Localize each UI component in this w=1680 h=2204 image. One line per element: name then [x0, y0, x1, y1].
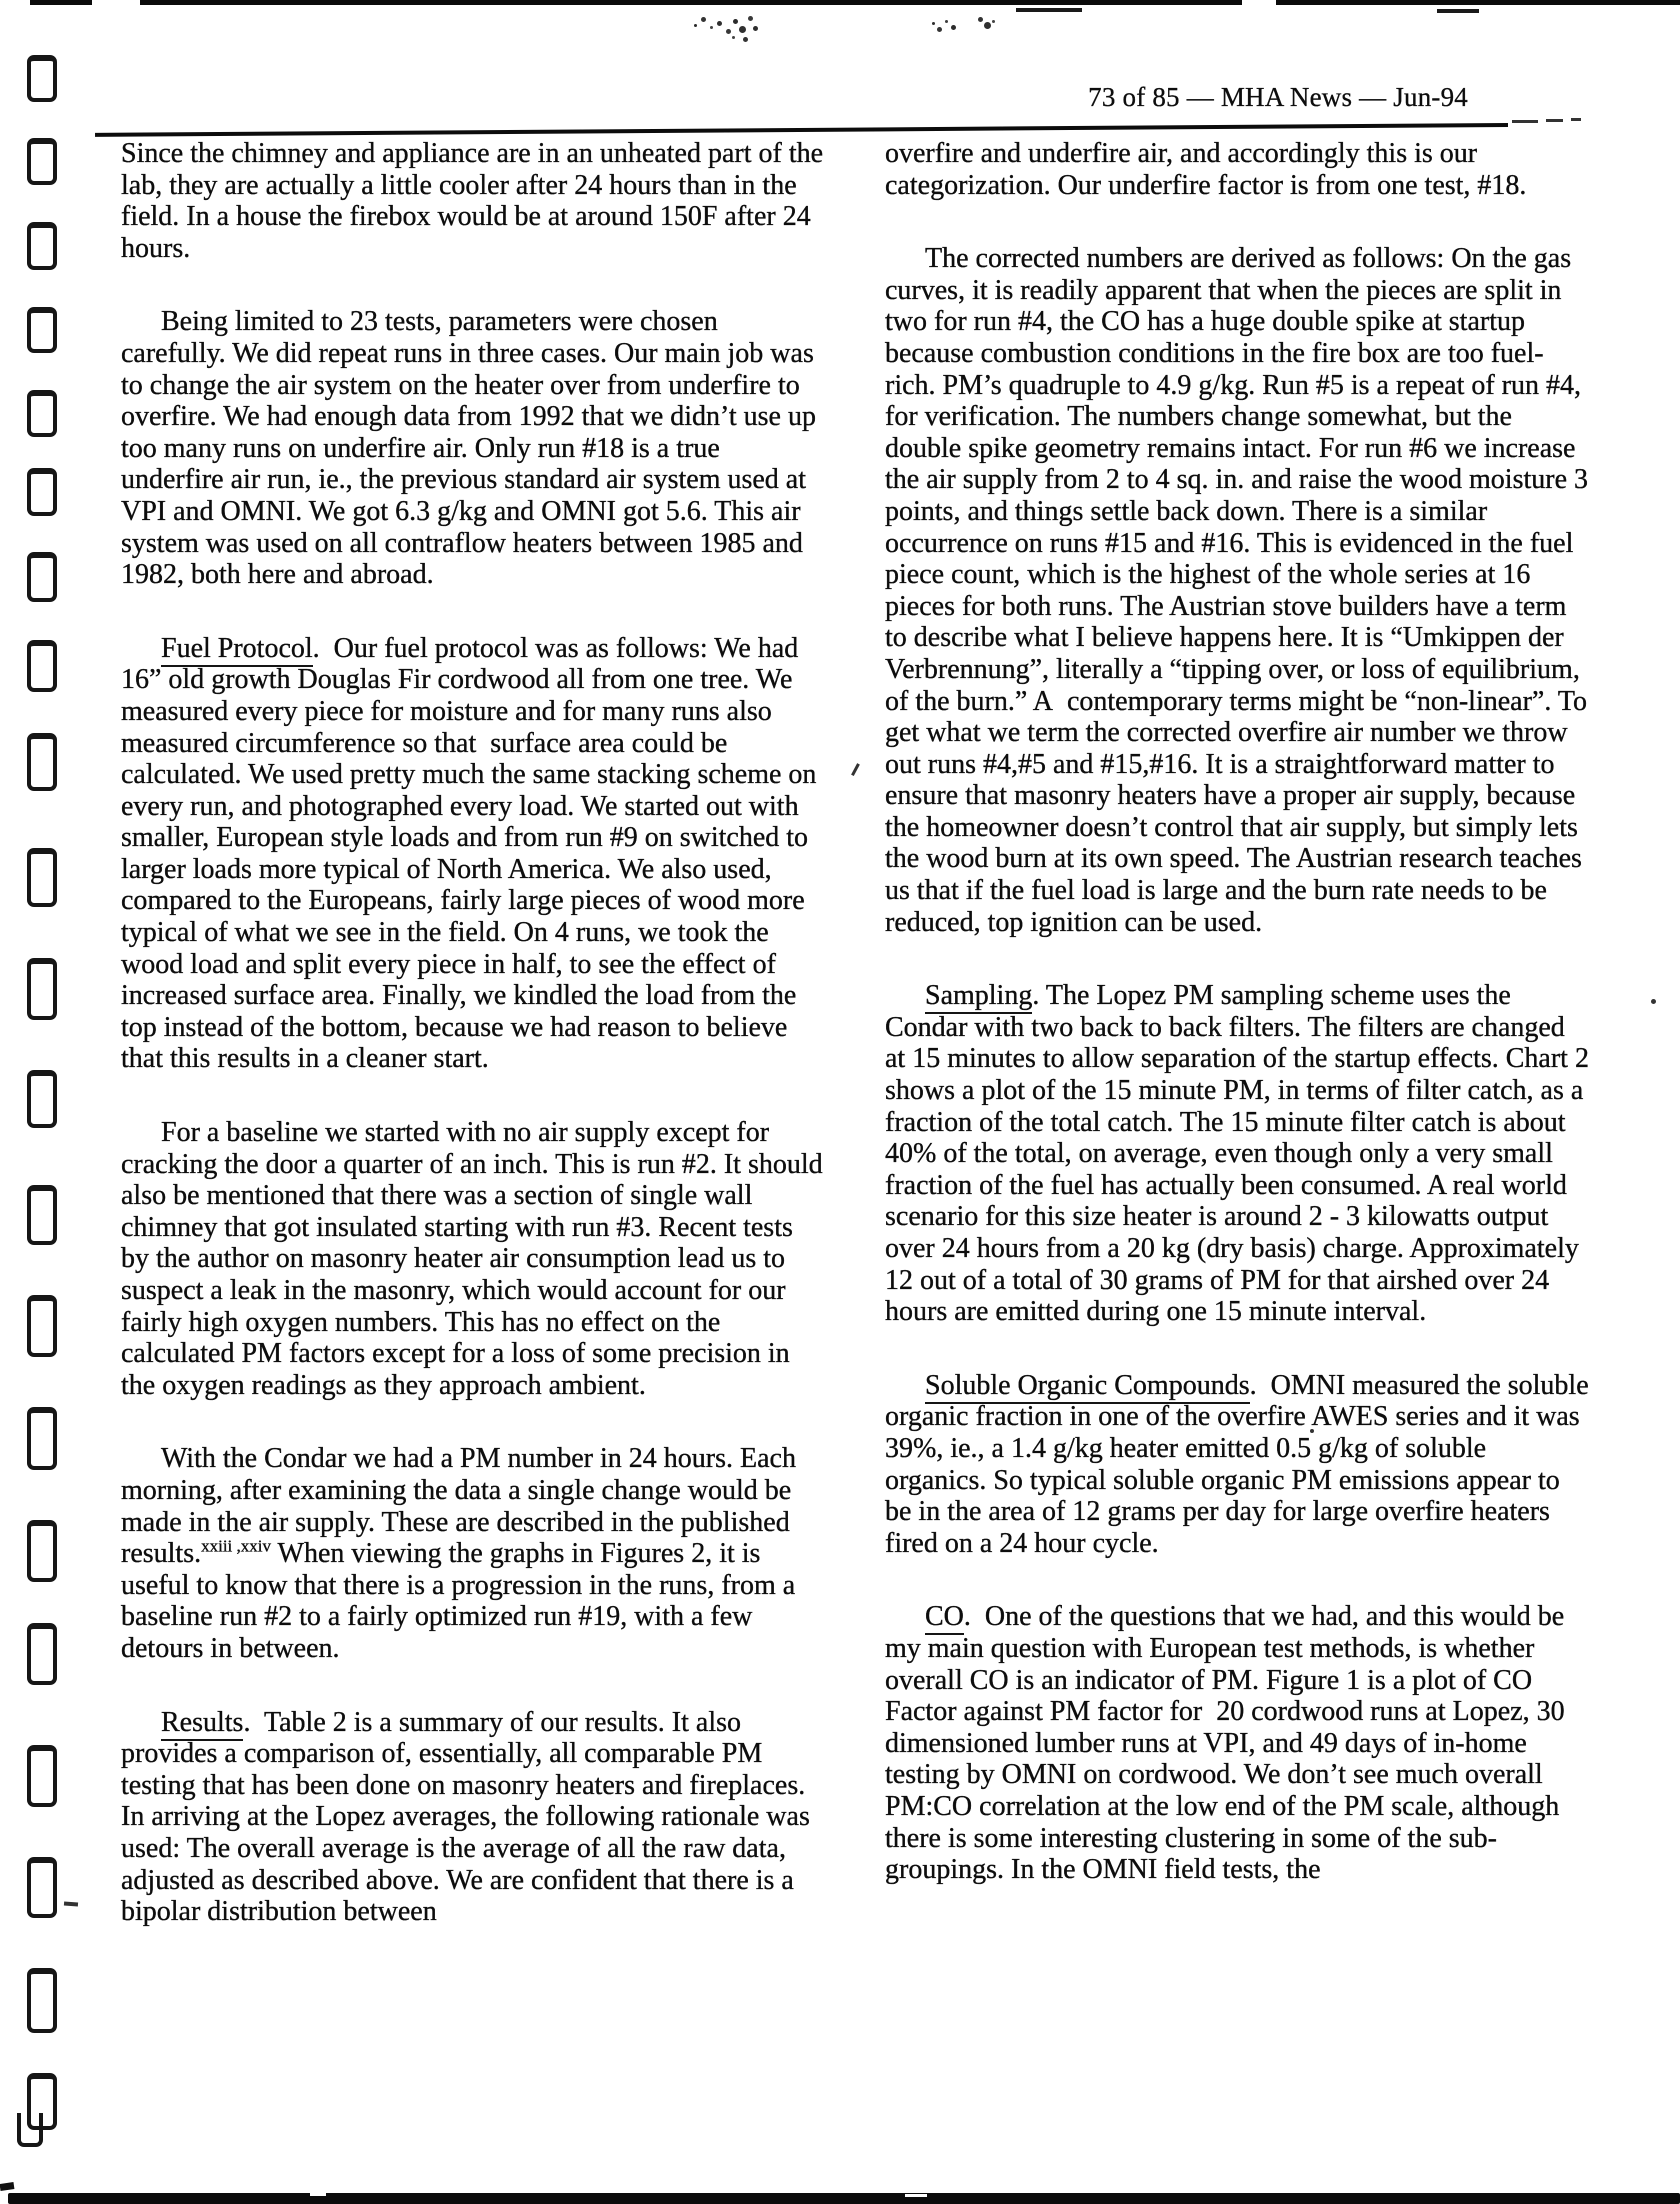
binding-hole [27, 1623, 57, 1685]
paragraph [885, 980, 1591, 1328]
binding-hole [27, 1520, 57, 1582]
binding-hole [27, 1185, 57, 1245]
binding-hole [27, 1295, 57, 1357]
paragraph [885, 1370, 1591, 1560]
paragraph [121, 633, 827, 1075]
header-rule-dash [1546, 119, 1563, 122]
binding-hole [27, 1857, 57, 1918]
paragraph [121, 306, 827, 590]
paragraph [885, 1601, 1591, 1885]
section-heading: Fuel Protocol [161, 633, 313, 667]
section-heading: Sampling [925, 980, 1032, 1014]
binding-hole [27, 222, 57, 270]
text-run: . The Lopez PM sampling scheme uses the Condar with two back to back filters. The filters are changed at 15 minutes to allow separation of the startup effects. Chart 2 shows a plot of the 15 minute PM, in terms of filter catch, as a fraction of the total catch. The 15 minute filter catch is about 40% of the total, on average, even though only a very small fraction of the fuel has actually been consumed. A real world scenario for this size heater is around 2 - 3 kilowatts output over 24 hours from a 20 kg (dry basis) charge. Approximately 12 out of a total of 30 grams of PM for that airshed over 24 hours are emitted during one 15 minute interval. [885, 980, 1589, 1328]
binding-hole [17, 2113, 43, 2147]
binding-hole [27, 55, 57, 102]
scan-mark [1651, 999, 1656, 1004]
header-rule-dash [1571, 118, 1581, 121]
binding-hole [27, 552, 57, 602]
page-header: 73 of 85 — MHA News — Jun-94 [1088, 82, 1468, 112]
paragraph [885, 138, 1591, 201]
scan-edge-bottom [8, 2193, 1680, 2204]
scan-smudge [932, 22, 935, 25]
scan-edge-gap [1242, 0, 1276, 6]
text-run: . OMNI measured the soluble organic fraction in one of the overfire AWES series and it was 39%, ie., a 1.4 g/kg heater emitted 0.5 g/kg of soluble organics. So typical soluble organic PM emissions appear to be in the area of 12 grams per day for large overfire heaters fired on a 24 hour cycle. [885, 1369, 1589, 1559]
binding-hole [27, 733, 57, 791]
binding-hole [27, 1407, 57, 1470]
text-run: The corrected numbers are derived as follows: On the gas curves, it is readily apparent that when the pieces are split in two for run #4, the CO has a huge double spike at startup because combustion conditions in the fire box are too fuel-rich. PM’s quadruple to 4.9 g/kg. Run #5 is a repeat of run #4, for verification. The numbers change somewhat, but the double spike geometry remains intact. For run #6 we increase the air supply from 2 to 4 sq. in. and raise the wood moisture 3 points, and things settle back down. There is a similar occurrence on runs #15 and #16. This is evidenced in the fuel piece count, which is the highest of the whole series at 16 pieces for both runs. The Austrian stove builders have a term to describe what I believe happens here. It is “Umkippen der Verbrennung”, literally a “tipping over, or loss of equilibrium, of the burn.” A contemporary terms might be “non-linear”. To get what we term the corrected overfire air number we throw out runs #4,#5 and #15,#16. It is a straightforward matter to ensure that masonry heaters have a proper air supply, because the homeowner doesn’t control that air supply, but simply lets the wood burn at its own speed. The Austrian research teaches us that if the fuel load is large and the burn rate needs to be reduced, top ignition can be used. [885, 243, 1588, 938]
paragraph [121, 138, 827, 264]
scan-edge-gap [905, 2194, 927, 2197]
scan-mark [851, 763, 859, 776]
text-run: Since the chimney and appliance are in an unheated part of the lab, they are actually a little cooler after 24 hours than in the field. In a house the firebox would be at around 150F after 24 hours. [121, 138, 824, 264]
text-run: . Table 2 is a summary of our results. It also provides a comparison of, essentially, all comparable PM testing that has been done on masonry heaters and fireplaces. In arriving at the Lopez averages, the following rationale was used: The overall average is the average of all the raw data, adjusted as described above. We are confident that there is a bipolar distribution between [121, 1706, 810, 1928]
scan-edge-gap [92, 0, 140, 6]
left-column [121, 138, 827, 1928]
binding-hole [27, 390, 57, 437]
binding-hole [27, 848, 57, 907]
scan-mark [64, 1902, 78, 1907]
paragraph [121, 1443, 827, 1664]
scan-edge-gap [310, 2193, 326, 2196]
scan-edge-tick [0, 2182, 14, 2191]
header-rule-dash [1512, 120, 1538, 123]
paragraph [885, 243, 1591, 938]
section-heading: Soluble Organic Compounds [925, 1370, 1250, 1404]
scan-edge-dash [1437, 9, 1479, 13]
text-run: For a baseline we started with no air supply except for cracking the door a quarter of an inch. This is run #2. It should also be mentioned that there was a section of single wall chimney that got insulated starting with run #3. Recent tests by the author on masonry heater air consumption lead us to suspect a leak in the masonry, which would account for our fairly high oxygen numbers. This has no effect on the calculated PM factors except for a loss of some precision in the oxygen readings as they approach ambient. [121, 1117, 823, 1401]
scan-edge-top [30, 0, 1680, 5]
paragraph [121, 1707, 827, 1928]
binding-hole [27, 138, 57, 185]
binding-hole [27, 1070, 57, 1128]
binding-hole [27, 1745, 57, 1807]
scan-smudge [694, 24, 697, 27]
section-heading: Results [161, 1707, 243, 1741]
scan-edge-dash [1016, 8, 1082, 12]
section-heading: CO [925, 1601, 964, 1635]
right-column [885, 138, 1591, 1886]
text-run: With the Condar we had a PM number in 24 hours. Each morning, after examining the data a single change would be made in the air supply. These are described in the published results. [121, 1443, 796, 1570]
binding-hole [27, 958, 57, 1020]
text-run: Being limited to 23 tests, parameters were chosen carefully. We did repeat runs in three cases. Our main job was to change the air system on the heater over from underfire to overfire. We had enough data from 1992 that we didn’t use up too many runs on underfire air. Only run #18 is a true underfire air run, ie., the previous standard air system used at VPI and OMNI. We got 6.3 g/kg and OMNI got 5.6. This air system was used on all contraflow heaters between 1985 and 1982, both here and abroad. [121, 306, 816, 591]
binding-hole [27, 1968, 57, 2033]
text-run: overfire and underfire air, and accordingly this is our categorization. Our underfire factor is from one test, #18. [885, 138, 1527, 201]
binding-hole [27, 640, 57, 692]
paragraph [121, 1117, 827, 1401]
footnote-superscript: xxiii ,xxiv [201, 1536, 272, 1556]
binding-hole [27, 307, 57, 353]
binding-hole [27, 468, 57, 516]
text-run: When viewing the graphs in Figures 2, it is useful to know that there is a progression in the runs, from a baseline run #2 to a fairly optimized run #19, with a few detours in between. [121, 1538, 796, 1664]
header-rule [95, 123, 1508, 137]
text-run: . One of the questions that we had, and this would be my main question with European test methods, is whether overall CO is an indicator of PM. Figure 1 is a plot of CO Factor against PM factor for 20 cordwood runs at Lopez, 30 dimensioned lumber runs at VPI, and 49 days of in-home testing by OMNI on cordwood. We don’t see much overall PM:CO correlation at the low end of the PM scale, although there is some interesting clustering in some of the sub-groupings. In the OMNI field tests, the [885, 1601, 1565, 1886]
text-run: . Our fuel protocol was as follows: We had 16” old growth Douglas Fir cordwood all from one tree. We measured every piece for moisture and for many runs also measured circumference so that surface area could be calculated. We used pretty much the same stacking scheme on every run, and photographed every load. We started out with smaller, European style loads and from run #9 on switched to larger loads more typical of North America. We also used, compared to the Europeans, fairly large pieces of wood more typical of what we see in the field. On 4 runs, we took the wood load and split every piece in half, to see the effect of increased surface area. Finally, we kindled the load from the top instead of the bottom, because we had reason to believe that this results in a cleaner start. [121, 632, 817, 1075]
